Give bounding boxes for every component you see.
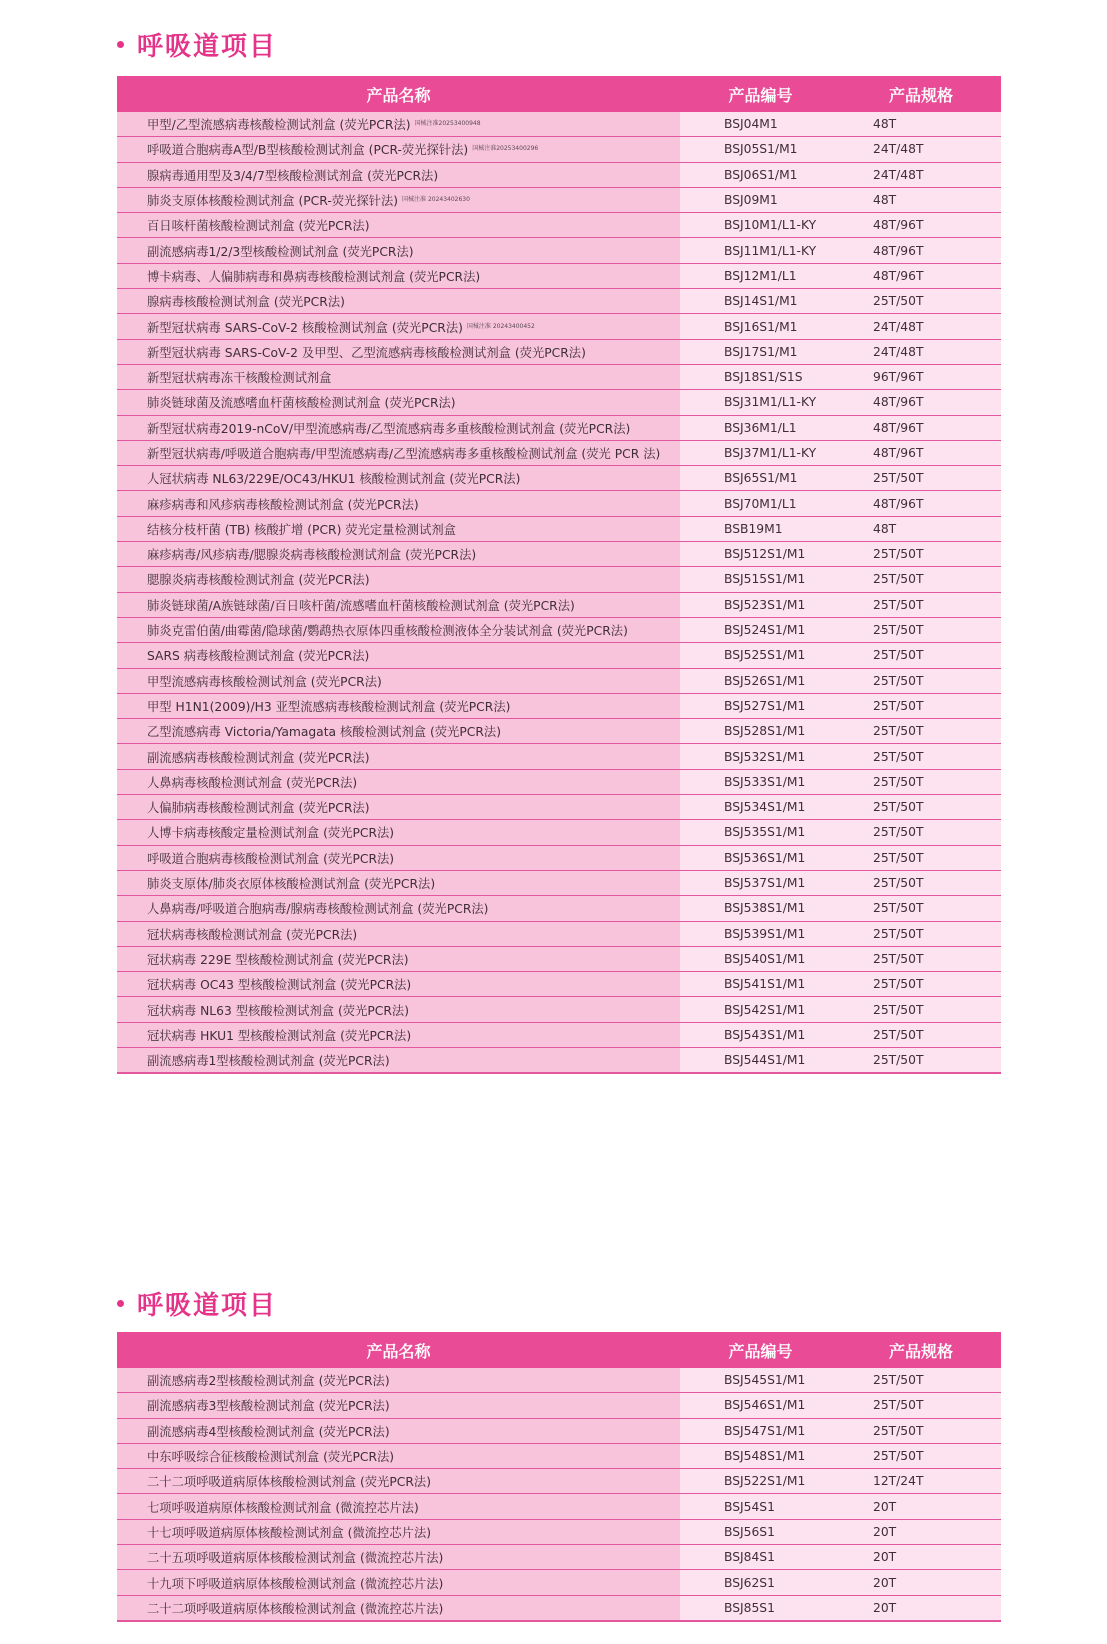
table-row [117, 820, 1001, 845]
product-spec: 48T [841, 187, 1001, 212]
product-spec: 25T/50T [841, 1047, 1001, 1073]
product-name-cell [117, 845, 680, 870]
table-row [117, 1519, 1001, 1544]
product-name: 副流感病毒核酸检测试剂盒 (荧光PCR法) [147, 750, 370, 765]
product-name: 冠状病毒 229E 型核酸检测试剂盒 (荧光PCR法) [147, 952, 409, 967]
table-row [117, 946, 1001, 971]
product-name-cell [117, 795, 680, 820]
section-title [117, 1285, 277, 1322]
table-row [117, 491, 1001, 516]
product-code: BSJ539S1/M1 [680, 921, 841, 946]
registration-note: 国械注准 20243400452 [466, 322, 535, 330]
table-row [117, 744, 1001, 769]
header-product-name: 产品名称 [117, 76, 680, 112]
product-spec: 25T/50T [841, 719, 1001, 744]
product-name: 冠状病毒 NL63 型核酸检测试剂盒 (荧光PCR法) [147, 1003, 410, 1018]
product-code: BSJ542S1/M1 [680, 997, 841, 1022]
product-code: BSJ37M1/L1-KY [680, 440, 841, 465]
product-code: BSJ56S1 [680, 1519, 841, 1544]
product-name: 十七项呼吸道病原体核酸检测试剂盒 (微流控芯片法) [147, 1525, 432, 1540]
product-name-cell [117, 440, 680, 465]
product-name-cell [117, 339, 680, 364]
product-code: BSJ05S1/M1 [680, 137, 841, 162]
product-spec: 25T/50T [841, 744, 1001, 769]
product-name: 腺病毒通用型及3/4/7型核酸检测试剂盒 (荧光PCR法) [147, 168, 439, 183]
product-code: BSJ70M1/L1 [680, 491, 841, 516]
product-spec: 25T/50T [841, 466, 1001, 491]
product-name: 副流感病毒1型核酸检测试剂盒 (荧光PCR法) [147, 1054, 390, 1069]
product-name: 甲型 H1N1(2009)/H3 亚型流感病毒核酸检测试剂盒 (荧光PCR法) [147, 699, 511, 714]
product-spec: 25T/50T [841, 617, 1001, 642]
product-table [117, 76, 1001, 1074]
product-code: BSJ537S1/M1 [680, 870, 841, 895]
product-spec: 25T/50T [841, 567, 1001, 592]
product-name: 中东呼吸综合征核酸检测试剂盒 (荧光PCR法) [147, 1450, 395, 1465]
product-name-cell [117, 1443, 680, 1468]
table-row [117, 390, 1001, 415]
product-name-cell [117, 719, 680, 744]
table-row [117, 617, 1001, 642]
product-name-cell [117, 289, 680, 314]
table-row [117, 314, 1001, 339]
table-row [117, 466, 1001, 491]
product-code: BSJ85S1 [680, 1595, 841, 1621]
table-row [117, 592, 1001, 617]
table-row [117, 693, 1001, 718]
registration-note: 国械注准20253400948 [414, 120, 481, 128]
product-name: 结核分枝杆菌 (TB) 核酸扩增 (PCR) 荧光定量检测试剂盒 [147, 522, 456, 537]
product-name: 腮腺炎病毒核酸检测试剂盒 (荧光PCR法) [147, 573, 370, 588]
table-row [117, 112, 1001, 137]
product-code: BSJ17S1/M1 [680, 339, 841, 364]
header-product-spec: 产品规格 [841, 1332, 1001, 1368]
product-spec: 25T/50T [841, 972, 1001, 997]
table-body [117, 1368, 1001, 1621]
product-code: BSB19M1 [680, 516, 841, 541]
product-name-cell [117, 769, 680, 794]
product-name-cell [117, 238, 680, 263]
table-row [117, 1418, 1001, 1443]
product-name-cell [117, 870, 680, 895]
product-name-cell [117, 390, 680, 415]
product-name-cell [117, 1047, 680, 1073]
product-name: 冠状病毒 OC43 型核酸检测试剂盒 (荧光PCR法) [147, 978, 412, 993]
product-spec: 25T/50T [841, 693, 1001, 718]
product-spec: 25T/50T [841, 1022, 1001, 1047]
product-name-cell [117, 693, 680, 718]
product-name: 腺病毒核酸检测试剂盒 (荧光PCR法) [147, 295, 345, 310]
product-spec: 48T/96T [841, 491, 1001, 516]
product-name-cell [117, 1595, 680, 1621]
table-row [117, 1469, 1001, 1494]
table-header-row [117, 1332, 1001, 1368]
table-row [117, 1443, 1001, 1468]
product-spec: 25T/50T [841, 1418, 1001, 1443]
product-code: BSJ84S1 [680, 1545, 841, 1570]
table-row [117, 364, 1001, 389]
product-spec: 25T/50T [841, 1368, 1001, 1393]
product-name-cell [117, 466, 680, 491]
product-code: BSJ541S1/M1 [680, 972, 841, 997]
product-code: BSJ538S1/M1 [680, 896, 841, 921]
product-spec: 25T/50T [841, 1443, 1001, 1468]
product-name: 冠状病毒核酸检测试剂盒 (荧光PCR法) [147, 927, 358, 942]
product-name-cell [117, 112, 680, 137]
product-name-cell [117, 1494, 680, 1519]
table-row [117, 137, 1001, 162]
product-code: BSJ65S1/M1 [680, 466, 841, 491]
product-name: 甲型流感病毒核酸检测试剂盒 (荧光PCR法) [147, 674, 382, 689]
header-product-name: 产品名称 [117, 1332, 680, 1368]
header-product-spec: 产品规格 [841, 76, 1001, 112]
product-spec: 96T/96T [841, 364, 1001, 389]
product-name-cell [117, 643, 680, 668]
table-row [117, 542, 1001, 567]
product-name-cell [117, 137, 680, 162]
table-row [117, 1545, 1001, 1570]
product-name-cell [117, 213, 680, 238]
product-name: 甲型/乙型流感病毒核酸检测试剂盒 (荧光PCR法) [147, 118, 411, 133]
header-product-code: 产品编号 [680, 76, 841, 112]
product-code: BSJ11M1/L1-KY [680, 238, 841, 263]
product-code: BSJ31M1/L1-KY [680, 390, 841, 415]
product-table [117, 1332, 1001, 1622]
product-name: 副流感病毒3型核酸检测试剂盒 (荧光PCR法) [147, 1399, 390, 1414]
table-row [117, 845, 1001, 870]
table-row [117, 997, 1001, 1022]
product-spec: 25T/50T [841, 921, 1001, 946]
product-name: 副流感病毒1/2/3型核酸检测试剂盒 (荧光PCR法) [147, 244, 414, 259]
product-name-cell [117, 364, 680, 389]
product-code: BSJ546S1/M1 [680, 1393, 841, 1418]
product-spec: 48T/96T [841, 263, 1001, 288]
product-code: BSJ545S1/M1 [680, 1368, 841, 1393]
product-spec: 48T [841, 516, 1001, 541]
product-name-cell [117, 1570, 680, 1595]
bullet-icon [117, 41, 124, 48]
table-row [117, 921, 1001, 946]
product-spec: 48T/96T [841, 238, 1001, 263]
product-spec: 20T [841, 1595, 1001, 1621]
product-name: 麻疹病毒和风疹病毒核酸检测试剂盒 (荧光PCR法) [147, 497, 419, 512]
product-name: 肺炎链球菌/A族链球菌/百日咳杆菌/流感嗜血杆菌核酸检测试剂盒 (荧光PCR法) [147, 598, 575, 613]
product-name-cell [117, 592, 680, 617]
product-name: 副流感病毒4型核酸检测试剂盒 (荧光PCR法) [147, 1424, 390, 1439]
product-name-cell [117, 1545, 680, 1570]
product-name: 呼吸道合胞病毒A型/B型核酸检测试剂盒 (PCR-荧光探针法) [147, 143, 469, 158]
table-body [117, 112, 1001, 1073]
product-name-cell [117, 1469, 680, 1494]
product-spec: 25T/50T [841, 820, 1001, 845]
product-name-cell [117, 567, 680, 592]
product-code: BSJ533S1/M1 [680, 769, 841, 794]
section-title [117, 26, 277, 63]
product-name-cell [117, 263, 680, 288]
product-spec: 48T/96T [841, 415, 1001, 440]
product-name: 肺炎克雷伯菌/曲霉菌/隐球菌/鹦鹉热衣原体四重核酸检测液体全分装试剂盒 (荧光PCR法) [147, 624, 628, 639]
product-name-cell [117, 820, 680, 845]
table-row [117, 870, 1001, 895]
product-name: 新型冠状病毒 SARS-CoV-2 及甲型、乙型流感病毒核酸检测试剂盒 (荧光PCR法) [147, 345, 586, 360]
product-name: 副流感病毒2型核酸检测试剂盒 (荧光PCR法) [147, 1374, 390, 1389]
table-row [117, 795, 1001, 820]
product-name-cell [117, 1368, 680, 1393]
product-code: BSJ10M1/L1-KY [680, 213, 841, 238]
table-row [117, 238, 1001, 263]
product-spec: 25T/50T [841, 592, 1001, 617]
product-name-cell [117, 946, 680, 971]
product-spec: 25T/50T [841, 542, 1001, 567]
product-name: 冠状病毒 HKU1 型核酸检测试剂盒 (荧光PCR法) [147, 1028, 412, 1043]
table-row [117, 769, 1001, 794]
table-header-row [117, 76, 1001, 112]
product-code: BSJ544S1/M1 [680, 1047, 841, 1073]
product-name: 人鼻病毒核酸检测试剂盒 (荧光PCR法) [147, 775, 358, 790]
product-name: 人偏肺病毒核酸检测试剂盒 (荧光PCR法) [147, 801, 370, 816]
table-row [117, 440, 1001, 465]
product-spec: 25T/50T [841, 769, 1001, 794]
header-product-code: 产品编号 [680, 1332, 841, 1368]
product-name: 十九项下呼吸道病原体核酸检测试剂盒 (微流控芯片法) [147, 1576, 444, 1591]
product-code: BSJ515S1/M1 [680, 567, 841, 592]
table-row [117, 213, 1001, 238]
product-spec: 24T/48T [841, 314, 1001, 339]
table-row [117, 896, 1001, 921]
product-spec: 12T/24T [841, 1469, 1001, 1494]
product-name-cell [117, 921, 680, 946]
product-code: BSJ06S1/M1 [680, 162, 841, 187]
product-spec: 25T/50T [841, 795, 1001, 820]
table-row [117, 187, 1001, 212]
product-name: 新型冠状病毒2019-nCoV/甲型流感病毒/乙型流感病毒多重核酸检测试剂盒 (荧光PCR法) [147, 421, 631, 436]
product-code: BSJ528S1/M1 [680, 719, 841, 744]
table-row [117, 1494, 1001, 1519]
product-name-cell [117, 617, 680, 642]
table-row [117, 643, 1001, 668]
product-code: BSJ54S1 [680, 1494, 841, 1519]
product-code: BSJ532S1/M1 [680, 744, 841, 769]
product-code: BSJ536S1/M1 [680, 845, 841, 870]
product-spec: 48T/96T [841, 390, 1001, 415]
product-spec: 25T/50T [841, 643, 1001, 668]
product-name: 乙型流感病毒 Victoria/Yamagata 核酸检测试剂盒 (荧光PCR法) [147, 725, 501, 740]
product-code: BSJ543S1/M1 [680, 1022, 841, 1047]
product-spec: 20T [841, 1545, 1001, 1570]
product-spec: 20T [841, 1519, 1001, 1544]
product-name-cell [117, 415, 680, 440]
product-name-cell [117, 491, 680, 516]
product-name: 新型冠状病毒/呼吸道合胞病毒/甲型流感病毒/乙型流感病毒多重核酸检测试剂盒 (荧光 PCR 法) [147, 447, 661, 461]
table-row [117, 516, 1001, 541]
product-code: BSJ547S1/M1 [680, 1418, 841, 1443]
product-code: BSJ527S1/M1 [680, 693, 841, 718]
product-spec: 25T/50T [841, 1393, 1001, 1418]
product-spec: 24T/48T [841, 137, 1001, 162]
product-name: 博卡病毒、人偏肺病毒和鼻病毒核酸检测试剂盒 (荧光PCR法) [147, 269, 481, 284]
product-name: 肺炎支原体/肺炎衣原体核酸检测试剂盒 (荧光PCR法) [147, 877, 436, 892]
product-name-cell [117, 1519, 680, 1544]
product-spec: 25T/50T [841, 896, 1001, 921]
product-spec: 48T [841, 112, 1001, 137]
product-name: 人鼻病毒/呼吸道合胞病毒/腺病毒核酸检测试剂盒 (荧光PCR法) [147, 902, 489, 917]
product-spec: 24T/48T [841, 339, 1001, 364]
product-name-cell [117, 1418, 680, 1443]
product-name-cell [117, 162, 680, 187]
product-name-cell [117, 744, 680, 769]
product-spec: 25T/50T [841, 289, 1001, 314]
product-name-cell [117, 668, 680, 693]
product-name: 呼吸道合胞病毒核酸检测试剂盒 (荧光PCR法) [147, 851, 395, 866]
bullet-icon [117, 1300, 124, 1307]
product-spec: 25T/50T [841, 668, 1001, 693]
product-spec: 48T/96T [841, 440, 1001, 465]
table-row [117, 415, 1001, 440]
table-row [117, 162, 1001, 187]
product-name-cell [117, 997, 680, 1022]
product-name-cell [117, 542, 680, 567]
table-row [117, 1368, 1001, 1393]
product-code: BSJ04M1 [680, 112, 841, 137]
product-code: BSJ09M1 [680, 187, 841, 212]
product-name: 新型冠状病毒冻干核酸检测试剂盒 [147, 371, 332, 386]
product-code: BSJ548S1/M1 [680, 1443, 841, 1468]
product-name-cell [117, 972, 680, 997]
table-row [117, 668, 1001, 693]
table-row [117, 972, 1001, 997]
product-name: SARS 病毒核酸检测试剂盒 (荧光PCR法) [147, 649, 370, 664]
product-code: BSJ18S1/S1S [680, 364, 841, 389]
product-code: BSJ523S1/M1 [680, 592, 841, 617]
product-name: 二十二项呼吸道病原体核酸检测试剂盒 (微流控芯片法) [147, 1601, 444, 1616]
table-row [117, 567, 1001, 592]
product-name: 二十二项呼吸道病原体核酸检测试剂盒 (荧光PCR法) [147, 1475, 431, 1490]
section-title-text: 呼吸道项目 [137, 32, 278, 62]
table-row [117, 263, 1001, 288]
product-code: BSJ36M1/L1 [680, 415, 841, 440]
product-name: 百日咳杆菌核酸检测试剂盒 (荧光PCR法) [147, 219, 370, 234]
product-code: BSJ525S1/M1 [680, 643, 841, 668]
product-code: BSJ522S1/M1 [680, 1469, 841, 1494]
product-code: BSJ14S1/M1 [680, 289, 841, 314]
table-row [117, 1595, 1001, 1621]
table-row [117, 1393, 1001, 1418]
product-code: BSJ12M1/L1 [680, 263, 841, 288]
product-code: BSJ16S1/M1 [680, 314, 841, 339]
product-name: 肺炎链球菌及流感嗜血杆菌核酸检测试剂盒 (荧光PCR法) [147, 396, 456, 411]
registration-note: 国械注准 20243402630 [402, 196, 470, 204]
product-name: 二十五项呼吸道病原体核酸检测试剂盒 (微流控芯片法) [147, 1551, 444, 1566]
registration-note: 国械注准20253400296 [472, 145, 539, 153]
table-row [117, 1022, 1001, 1047]
product-name: 七项呼吸道病原体核酸检测试剂盒 (微流控芯片法) [147, 1500, 419, 1515]
product-name-cell [117, 1022, 680, 1047]
table-row [117, 719, 1001, 744]
product-name: 新型冠状病毒 SARS-CoV-2 核酸检测试剂盒 (荧光PCR法) [147, 320, 463, 335]
product-code: BSJ62S1 [680, 1570, 841, 1595]
product-name-cell [117, 314, 680, 339]
section-title-text: 呼吸道项目 [137, 1291, 278, 1321]
product-spec: 25T/50T [841, 870, 1001, 895]
table-row [117, 1047, 1001, 1073]
product-spec: 25T/50T [841, 997, 1001, 1022]
table-row [117, 339, 1001, 364]
product-name: 麻疹病毒/风疹病毒/腮腺炎病毒核酸检测试剂盒 (荧光PCR法) [147, 548, 477, 563]
product-name: 人冠状病毒 NL63/229E/OC43/HKU1 核酸检测试剂盒 (荧光PCR法) [147, 472, 521, 487]
product-code: BSJ512S1/M1 [680, 542, 841, 567]
product-code: BSJ535S1/M1 [680, 820, 841, 845]
table-row [117, 1570, 1001, 1595]
product-name: 肺炎支原体核酸检测试剂盒 (PCR-荧光探针法) [147, 194, 399, 209]
product-name-cell [117, 187, 680, 212]
product-code: BSJ534S1/M1 [680, 795, 841, 820]
product-name: 人博卡病毒核酸定量检测试剂盒 (荧光PCR法) [147, 826, 395, 841]
product-name-cell [117, 896, 680, 921]
product-spec: 25T/50T [841, 845, 1001, 870]
product-name-cell [117, 1393, 680, 1418]
product-spec: 24T/48T [841, 162, 1001, 187]
product-spec: 20T [841, 1494, 1001, 1519]
product-spec: 20T [841, 1570, 1001, 1595]
product-spec: 48T/96T [841, 213, 1001, 238]
product-code: BSJ540S1/M1 [680, 946, 841, 971]
product-code: BSJ526S1/M1 [680, 668, 841, 693]
table-row [117, 289, 1001, 314]
product-name-cell [117, 516, 680, 541]
product-spec: 25T/50T [841, 946, 1001, 971]
product-code: BSJ524S1/M1 [680, 617, 841, 642]
